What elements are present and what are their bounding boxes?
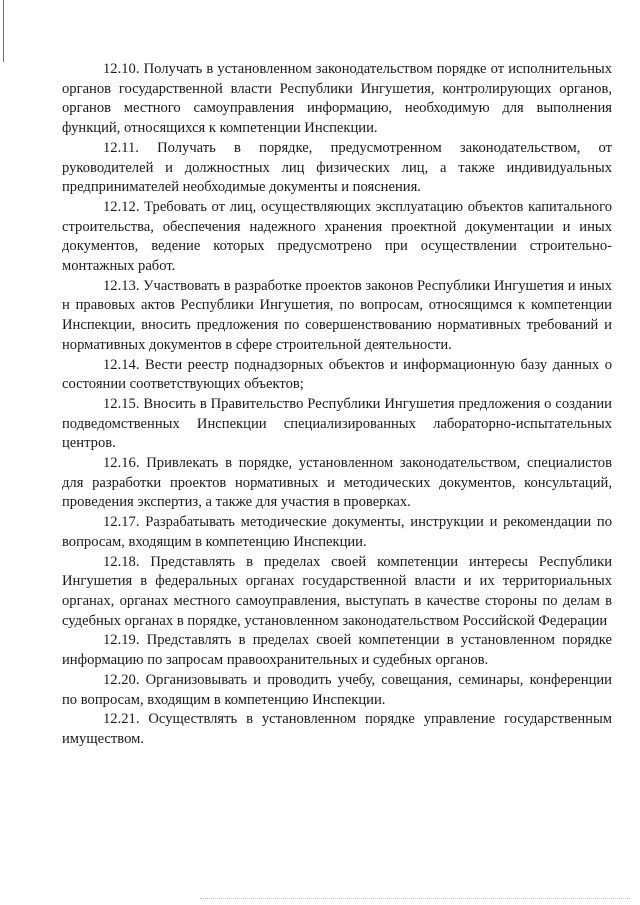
paragraph-12-20: 12.20. Организовывать и проводить учебу, совещания, семинары, конференции по вопросам, входящим в компетенцию Инспекции. <box>62 671 612 708</box>
paragraph-12-19: 12.19. Представлять в пределах своей компетенции в установленном порядке информацию по запросам правоохранительных и судебных органов. <box>62 632 612 669</box>
paragraph-12-18: 12.18. Представлять в пределах своей компетенции интересы Республики Ингушетия в федеральных органах государственной власти и их территориальных органах, органах местного самоуправления, выступать в качестве стороны по делам в судебных органах в порядке, установленном законодательством Российской Федерации <box>62 553 612 629</box>
scan-noise-line <box>200 898 630 900</box>
paragraph-12-11: 12.11. Получать в порядке, предусмотренном законодательством, от руководителей и должностных лиц физических лиц, а также индивидуальных предпринимателей необходимые документы и пояснения. <box>62 139 612 196</box>
paragraph-12-13: 12.13. Участвовать в разработке проектов законов Республики Ингушетия и иных н правовых актов Республики Ингушетия, по вопросам, относящимся к компетенции Инспекции, вносить предложения по совершенствованию нормативных требований и нормативных документов в сфере строительной деятельности. <box>62 277 612 353</box>
document-body <box>62 60 612 750</box>
paragraph-12-12: 12.12. Требовать от лиц, осуществляющих эксплуатацию объектов капитального строительства, обеспечения надежного хранения проектной документации и иных документов, ведение которых предусмотрено при осуществлении строительно-монтажных работ. <box>62 198 612 275</box>
paragraph-12-17: 12.17. Разрабатывать методические документы, инструкции и рекомендации по вопросам, входящим в компетенцию Инспекции. <box>62 514 612 550</box>
paragraph-12-15: 12.15. Вносить в Правительство Республики Ингушетия предложения о создании подведомственных Инспекции специализированных лабораторно-испытательных центров. <box>62 395 612 452</box>
paragraph-12-14: 12.14. Вести реестр поднадзорных объектов и информационную базу данных о состоянии соответствующих объектов; <box>62 356 612 393</box>
paragraph-12-10: 12.10. Получать в установленном законодательством порядке от исполнительных органов государственной власти Республики Ингушетия, контролирующих органов, органов местного самоуправления информацию, необходимую для выполнения функций, относящихся к компетенции Инспекции. <box>62 61 612 137</box>
paragraph-12-21: 12.21. Осуществлять в установленном порядке управление государственным имуществом. <box>62 711 612 747</box>
page-edge-mark <box>3 0 4 62</box>
paragraph-12-16: 12.16. Привлекать в порядке, установленном законодательством, специалистов для разработки проектов нормативных и методических документов, консультаций, проведения экспертиз, а также для участия в проверках. <box>62 455 612 511</box>
